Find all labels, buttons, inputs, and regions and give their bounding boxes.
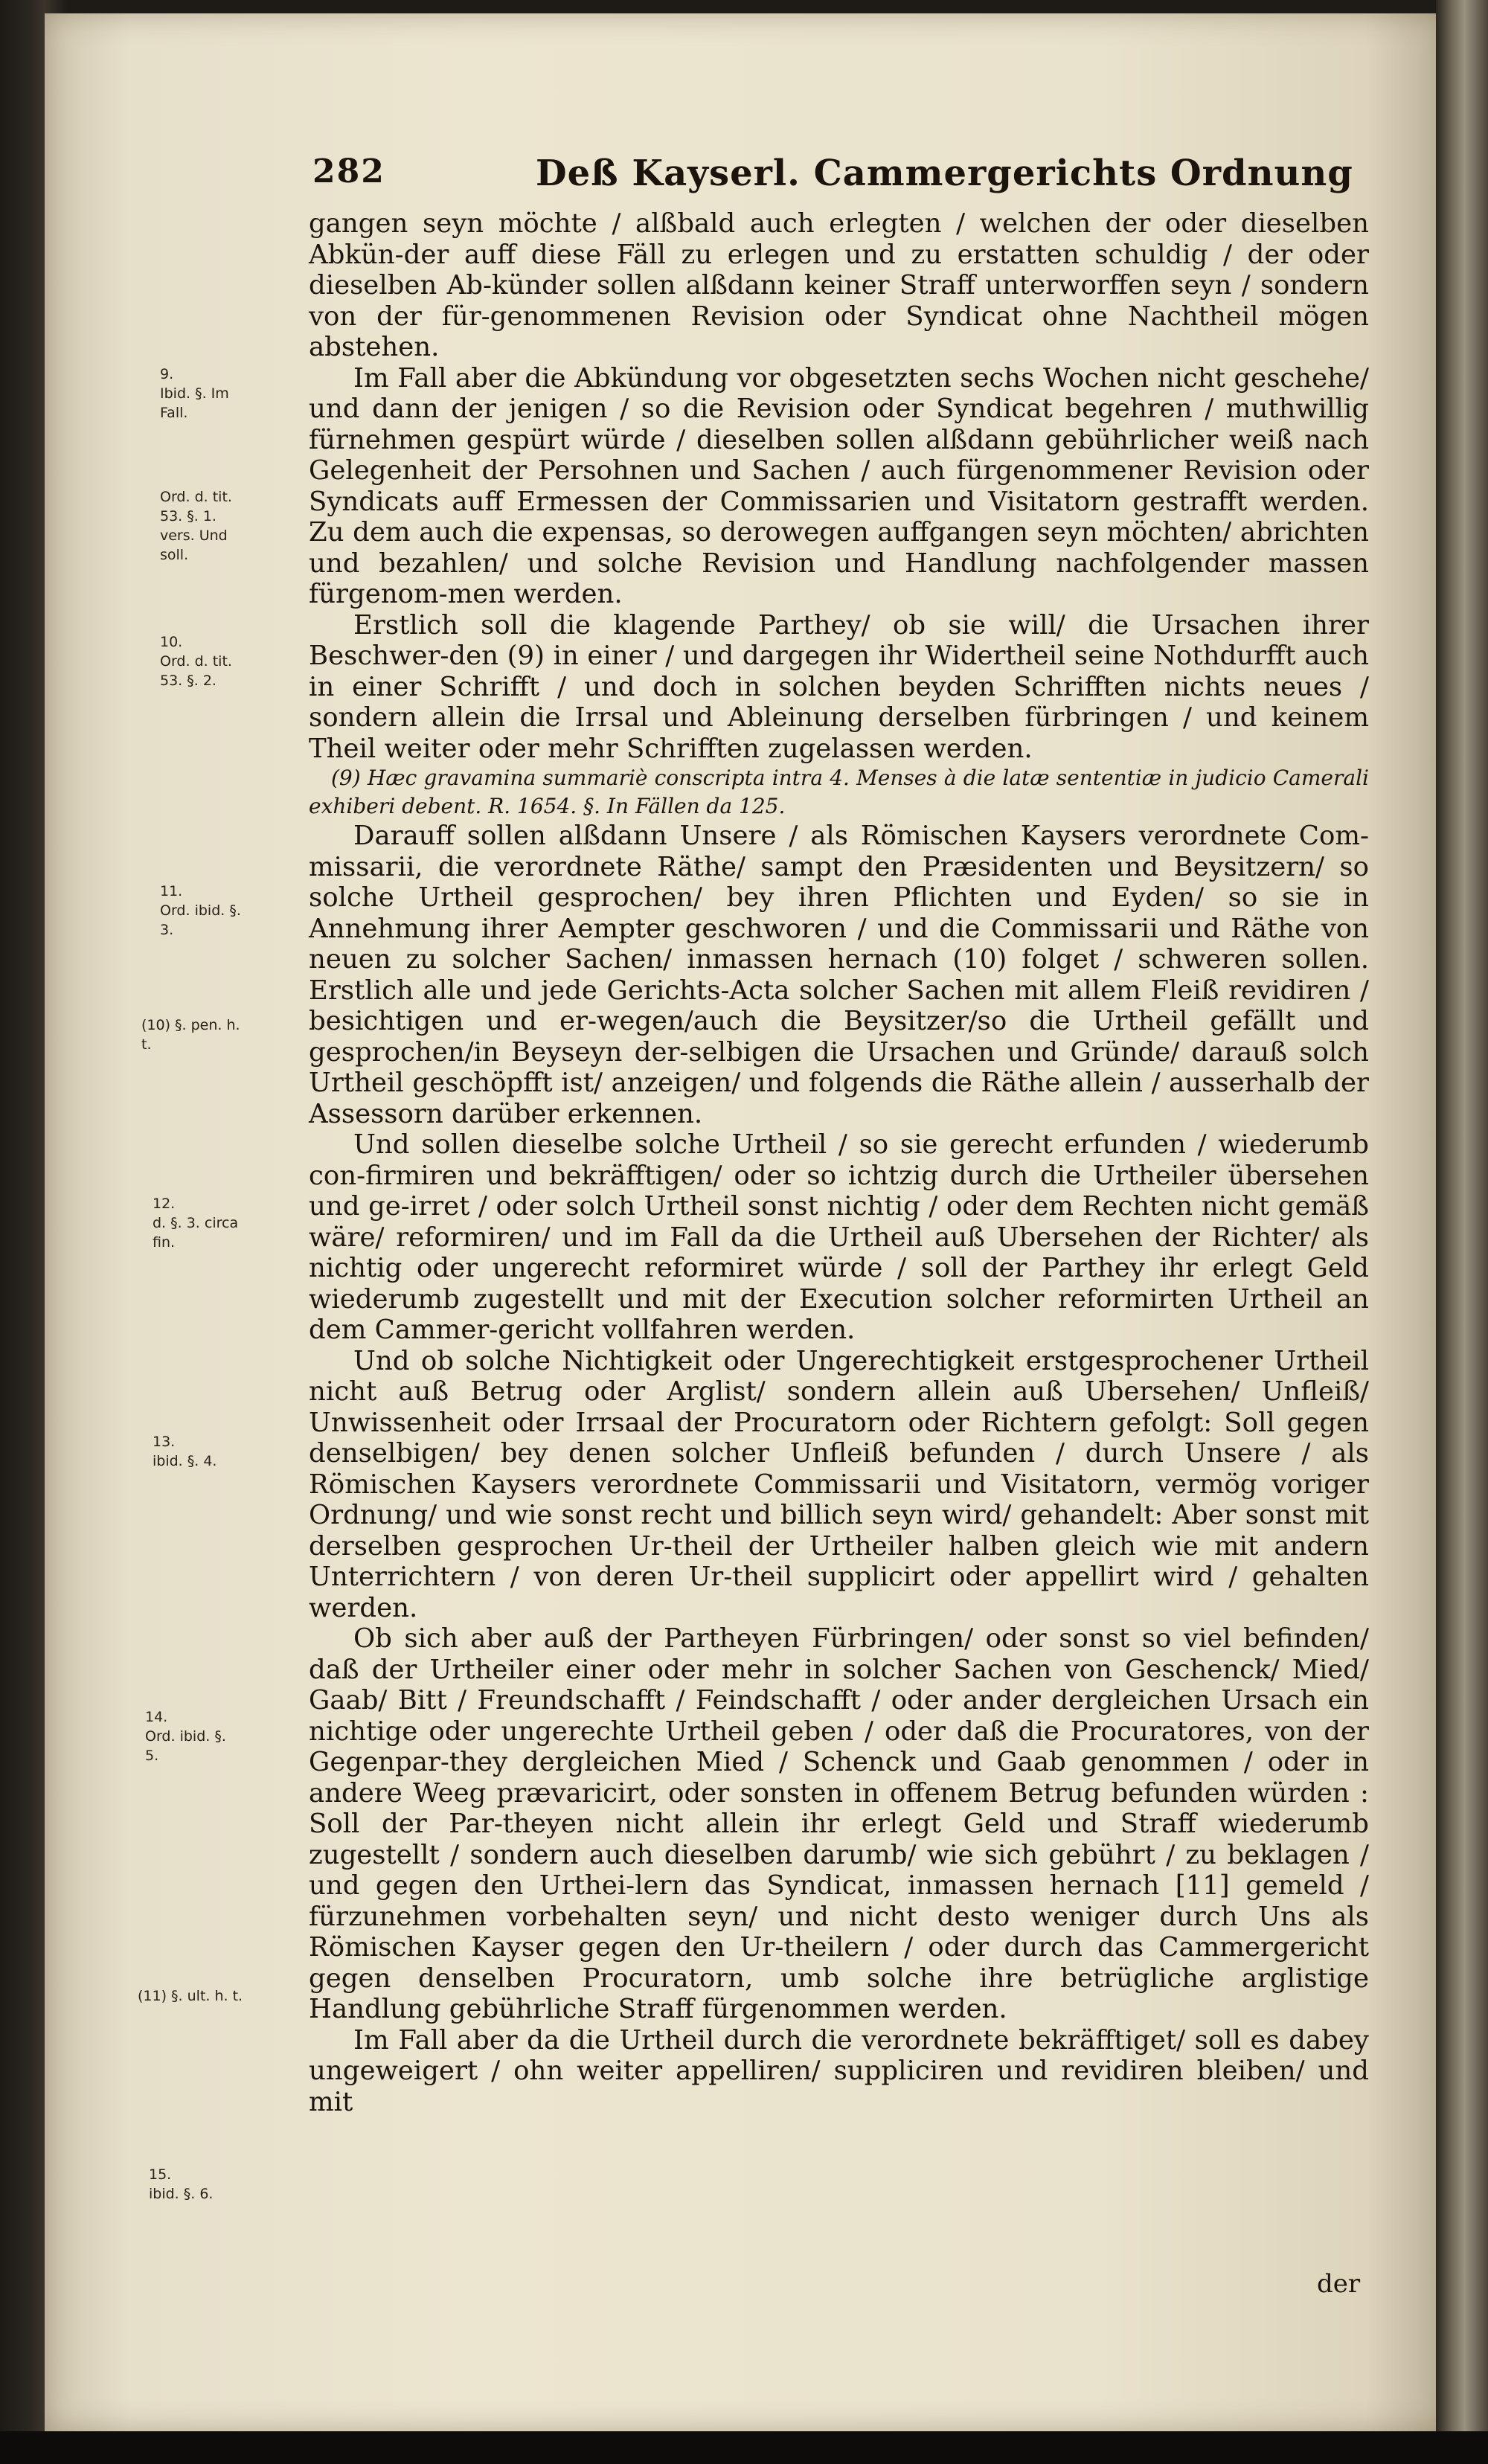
margin-note-text: Ibid. §. Im Fall.	[160, 385, 229, 421]
margin-note-number: 13.	[153, 1434, 176, 1450]
margin-note-text: ibid. §. 6.	[149, 2186, 214, 2202]
margin-note	[160, 365, 249, 423]
paragraph: Im Fall aber die Abkündung vor obgesetzten sechs Wochen nicht geschehe/ und dann der jenigen / so die Revision oder Syndicat begehren / muthwillig fürnehmen gespürt würde / dieselben sollen alßdann gebührlicher weiß nach Gelegenheit der Persohnen und Sachen / auch fürgenommener Revision oder Syndicats auff Ermessen der Commissarien und Visitatorn gestrafft werden. Zu dem auch die expensas, so derowegen auffgangen seyn möchten/ abrichten und bezahlen/ und solche Revision und Handlung nachfolgender massen fürgenom-men werden.	[309, 362, 1369, 609]
paragraph: Und ob solche Nichtigkeit oder Ungerechtigkeit erstgesprochener Urtheil nicht auß Betrug oder Arglist/ sondern allein auß Ubersehen/ Unfleiß/ Unwissenheit oder Irrsaal der Procuratorn oder Richtern gefolgt: Soll gegen denselbigen/ bey denen solcher Unfleiß befunden / durch Unsere / als Römischen Kaysers verordnete Commissarii und Visitatorn, vermög voriger Ordnung/ und wie sonst recht und billich seyn wird/ gehandelt: Aber sonst mit derselben gesprochen Ur-theil der Urtheiler halben gleich wie mit andern Unterrichtern / von deren Ur-theil supplicirt oder appellirt wird / gehalten werden.	[309, 1345, 1369, 1623]
margin-note	[153, 1194, 242, 1252]
paragraph: Und sollen dieselbe solche Urtheil / so sie gerecht erfunden / wiederumb con-firmiren und bekräfftigen/ oder so ichtzig durch die Urtheiler übersehen und ge-irret / oder solch Urtheil sonst nichtig / oder dem Rechten nicht gemäß wäre/ reformiren/ und im Fall da die Urtheil auß Ubersehen der Richter/ als nichtig oder ungerecht reformiret würde / soll der Parthey ihr erlegt Geld wiederumb zugestellt und mit der Execution solcher reformirten Urtheil an dem Cammer-gericht vollfahren werden.	[309, 1129, 1369, 1345]
margin-note-text: Ord. ibid. §. 3.	[160, 902, 241, 938]
running-title: Deß Kayserl. Cammergerichts Ordnung	[536, 153, 1353, 194]
margin-note-text: Ord. d. tit. 53. §. 1. vers. Und soll.	[160, 489, 232, 563]
margin-note-text: (10) §. pen. h. t.	[141, 1017, 240, 1053]
margin-note	[153, 1432, 242, 1471]
page-number: 282	[312, 153, 385, 190]
paragraph: gangen seyn möchte / alßbald auch erlegten / welchen der oder dieselben Abkün-der auff diese Fäll zu erlegen und zu erstatten schuldig / der oder dieselben Ab-künder sollen alßdann keiner Straff unterworffen seyn / sondern von der für-genommenen Revision oder Syndicat ohne Nachtheil mögen abstehen.	[309, 208, 1369, 362]
margin-note-number: 9.	[160, 366, 174, 382]
margin-note-number: 12.	[153, 1196, 176, 1212]
margin-note	[149, 2165, 238, 2204]
paragraph: Ob sich aber auß der Partheyen Fürbringen/ oder sonst so viel befinden/ daß der Urtheiler einer oder mehr in solcher Sachen von Geschenck/ Mied/ Gaab/ Bitt / Freundschafft / Feindschafft / oder ander dergleichen Ursach ein nichtige oder ungerechte Urtheil geben / oder daß die Procuratores, von der Gegenpar-they dergleichen Mied / Schenck und Gaab genommen / oder in andere Weeg prævaricirt, oder sonsten in offenem Betrug befunden würden : Soll der Par-theyen nicht allein ihr erlegt Geld und Straff wiederumb zugestellt / sondern auch dieselben darumb/ wie sich gebührt / zu beklagen / und gegen den Urthei-lern das Syndicat, inmassen hernach [11] gemeld / fürzunehmen vorbehalten seyn/ und nicht desto weniger durch Uns als Römischen Kayser gegen den Ur-theilern / oder durch das Cammergericht gegen denselben Procuratorn, umb solche ihre betrügliche arglistige Handlung gebührliche Straff fürgenommen werden.	[309, 1623, 1369, 2024]
margin-note-number: 15.	[149, 2166, 172, 2183]
margin-note-text: d. §. 3. circa fin.	[153, 1215, 239, 1251]
margin-note-text: Ord. d. tit. 53. §. 2.	[160, 653, 232, 689]
bottom-edge	[0, 2431, 1488, 2464]
margin-note-number: 11.	[160, 883, 183, 899]
paragraph: Darauff sollen alßdann Unsere / als Römischen Kaysers verordnete Com-missarii, die verordnete Räthe/ sampt den Præsidenten und Beysitzern/ so solche Urtheil gesprochen/ bey ihren Pflichten und Eyden/ so sie in Annehmung ihrer Aempter geschworen / und die Commissarii und Räthe von neuen zu solcher Sachen/ inmassen hernach (10) folget / schweren sollen. Erstlich alle und jede Gerichts-Acta solcher Sachen mit allem Fleiß revidiren / besichtigen und er-wegen/auch die Beysitzer/so die Urtheil gefällt und gesprochen/in Beyseyn der-selbigen die Ursachen und Gründe/ darauß solch Urtheil geschöpfft ist/ anzeigen/ und folgends die Räthe allein / ausserhalb der Assessorn darüber erkennen.	[309, 821, 1369, 1129]
margin-note	[160, 882, 249, 940]
margin-note	[160, 632, 249, 690]
margin-note	[141, 1016, 253, 1054]
body-text	[309, 208, 1369, 2117]
margin-note-number: 10.	[160, 634, 183, 650]
margin-note-number: 14.	[145, 1709, 168, 1725]
margin-note	[145, 1707, 234, 1765]
margin-note-text: (11) §. ult. h. t.	[138, 1988, 243, 2004]
catchword: der	[1317, 2269, 1361, 2299]
paragraph: Erstlich soll die klagende Parthey/ ob sie will/ die Ursachen ihrer Beschwer-den (9) in einer / und dargegen ihr Widertheil seine Nothdurfft auch in einer Schrifft / und doch in solchen beyden Schrifften nichts neues / sondern allein die Irrsal und Ableinung derselben fürbringen / und keinem Theil weiter oder mehr Schrifften zugelassen werden.	[309, 609, 1369, 764]
margin-note-text: ibid. §. 4.	[153, 1453, 217, 1469]
page-edge-strip	[1436, 0, 1488, 2464]
paragraph: Im Fall aber da die Urtheil durch die verordnete bekräfftiget/ soll es dabey ungeweigert / ohn weiter appelliren/ suppliciren und revidiren bleiben/ und mit	[309, 2024, 1369, 2117]
footnote: (9) Hæc gravamina summariè conscripta intra 4. Menses à die latæ sententiæ in judicio Camerali exhiberi debent. R. 1654. §. In Fällen da 125.	[309, 766, 1369, 818]
margin-note	[138, 1986, 249, 2006]
margin-note-text: Ord. ibid. §. 5.	[145, 1728, 226, 1764]
margin-note	[160, 487, 249, 565]
